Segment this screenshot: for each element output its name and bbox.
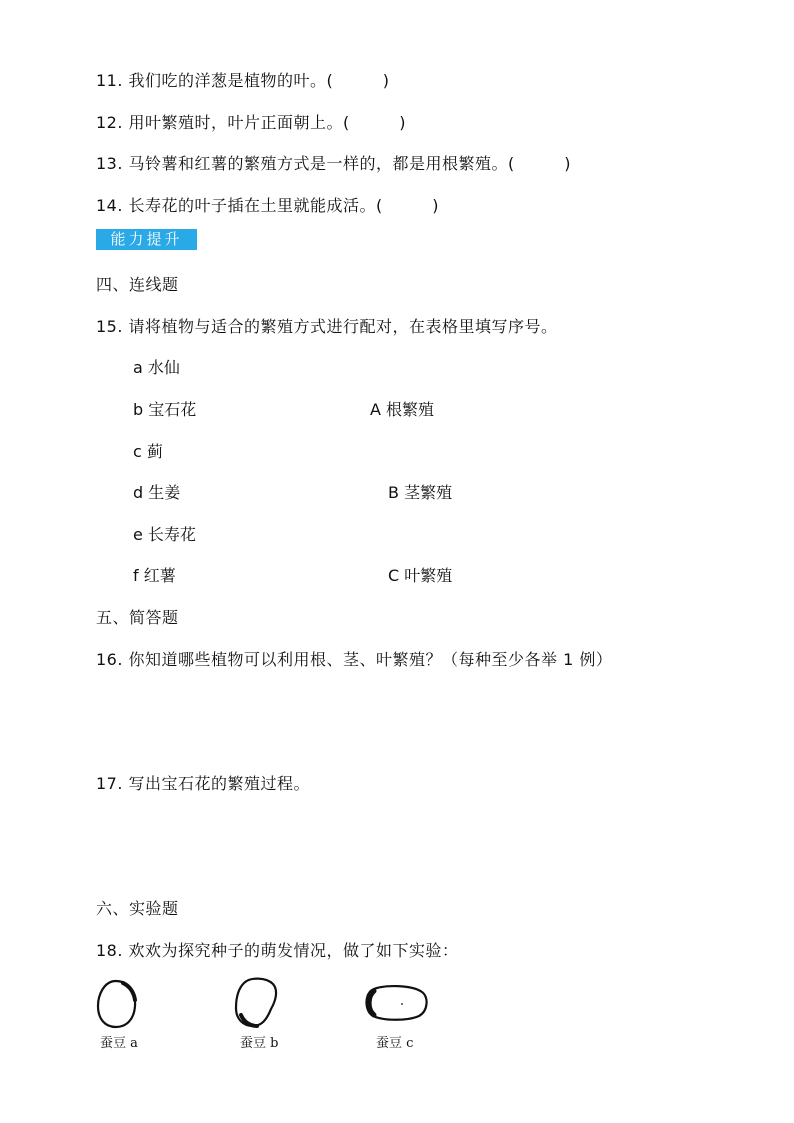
- method-item: B 茎繁殖: [388, 483, 453, 502]
- question-text: 写出宝石花的繁殖过程。: [128, 774, 311, 793]
- question-17: [96, 773, 310, 795]
- question-number: 15.: [96, 317, 123, 336]
- question-number: 14.: [96, 196, 123, 215]
- question-18: [96, 940, 459, 962]
- question-number: 17.: [96, 774, 123, 793]
- broad-bean-b-image: [232, 975, 280, 1029]
- plant-item: a 水仙: [133, 358, 180, 377]
- method-item: C 叶繁殖: [388, 566, 453, 585]
- question-15: [96, 316, 558, 338]
- section-title-matching: 四、连线题: [96, 275, 179, 294]
- question-number: 11.: [96, 71, 123, 90]
- plant-item: c 蓟: [133, 442, 163, 461]
- question-text: 用叶繁殖时，叶片正面朝上。( ): [128, 113, 407, 132]
- broad-bean-c-image: [362, 983, 430, 1023]
- ability-badge: 能力提升: [96, 229, 197, 250]
- plant-item: b 宝石花: [133, 400, 197, 419]
- plant-item: d 生姜: [133, 483, 181, 502]
- bean-caption-b: 蚕豆 b: [240, 1036, 279, 1051]
- question-text: 我们吃的洋葱是植物的叶。( ): [128, 71, 390, 90]
- question-text: 你知道哪些植物可以利用根、茎、叶繁殖？（每种至少各举 1 例）: [128, 650, 613, 669]
- question-12: [96, 112, 406, 134]
- broad-bean-a-image: [94, 978, 140, 1030]
- question-text: 欢欢为探究种子的萌发情况，做了如下实验：: [128, 941, 459, 960]
- question-number: 16.: [96, 650, 123, 669]
- section-title-short-answer: 五、简答题: [96, 608, 179, 627]
- bean-caption-a: 蚕豆 a: [100, 1036, 138, 1051]
- plant-item: f 红薯: [133, 566, 176, 585]
- question-13: [96, 153, 571, 175]
- question-text: 请将植物与适合的繁殖方式进行配对，在表格里填写序号。: [128, 317, 558, 336]
- section-title-experiment: 六、实验题: [96, 899, 179, 918]
- method-item: A 根繁殖: [370, 400, 435, 419]
- question-11: [96, 70, 390, 92]
- question-number: 18.: [96, 941, 123, 960]
- question-14: [96, 195, 439, 217]
- question-text: 马铃薯和红薯的繁殖方式是一样的，都是用根繁殖。( ): [128, 154, 572, 173]
- question-number: 13.: [96, 154, 123, 173]
- plant-item: e 长寿花: [133, 525, 196, 544]
- bean-caption-c: 蚕豆 c: [376, 1036, 414, 1051]
- question-text: 长寿花的叶子插在土里就能成活。( ): [128, 196, 440, 215]
- question-16: [96, 649, 612, 671]
- question-number: 12.: [96, 113, 123, 132]
